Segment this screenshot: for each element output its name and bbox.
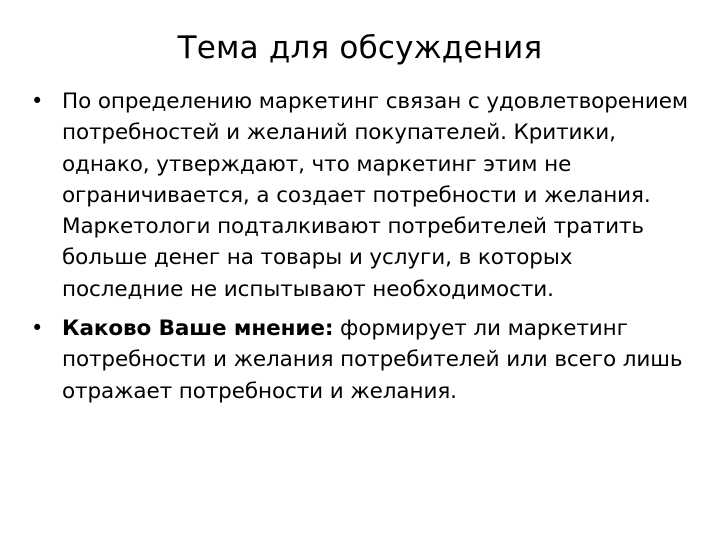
bullet-marker: • xyxy=(31,316,44,341)
bullet-marker: • xyxy=(31,89,44,113)
slide-title: Тема для обсуждения xyxy=(177,30,543,66)
bullet-item-question xyxy=(26,313,696,407)
bullet-text: По определению маркетинг связан с удовлетворением потребностей и желаний покупателей. Критики, однако, утверждают, что маркетинг этим не ограничивается, а создает потребности и желания. Маркетологи подталкивают потребителей тратить больше денег на товары и услуги, в которых последние не испытывают необходимости. xyxy=(62,89,688,302)
bullet-list xyxy=(26,86,696,415)
bullet-item-definition xyxy=(26,86,696,305)
bullet-text: формирует ли маркетинг потребности и желания потребителей или всего лишь отражает потребности и желания. xyxy=(62,316,683,404)
bullet-lead-question: Каково Ваше мнение: xyxy=(62,316,334,342)
